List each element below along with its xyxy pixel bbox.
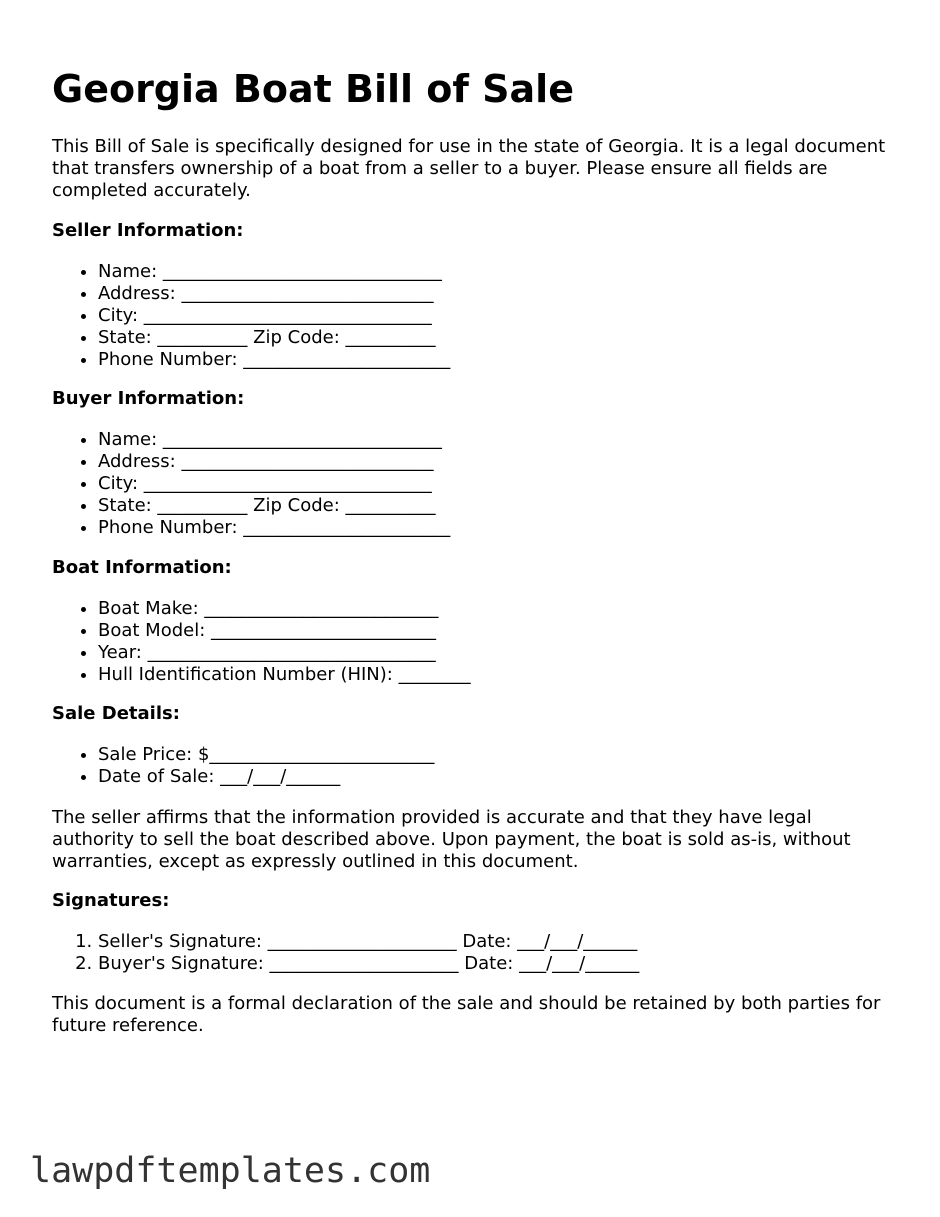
boat-heading: Boat Information:	[52, 557, 232, 578]
buyer-heading: Buyer Information:	[52, 388, 245, 409]
seller-signature-line: 1. Seller's Signature: _____________________ Date: ___/___/______	[98, 931, 639, 953]
signatures-list	[52, 931, 639, 975]
affirmation-paragraph: The seller affirms that the information provided is accurate and that they have legal authority to sell the boat described above. Upon payment, the boat is sold as-is, without warranties, except as expressly outlined in this document.	[52, 807, 851, 872]
seller-heading: Seller Information:	[52, 220, 244, 241]
buyer-address-field: • Address: ____________________________	[98, 451, 450, 473]
signatures-heading: Signatures:	[52, 890, 170, 911]
page-title: Georgia Boat Bill of Sale	[52, 67, 574, 111]
boat-hin-field: • Hull Identification Number (HIN): ________	[98, 664, 471, 686]
sale-date-field: • Date of Sale: ___/___/______	[98, 766, 434, 788]
buyer-city-field: • City: ________________________________	[98, 473, 450, 495]
seller-address-field: • Address: ____________________________	[98, 283, 450, 305]
closing-paragraph: This document is a formal declaration of the sale and should be retained by both parties for future reference.	[52, 993, 881, 1036]
buyer-signature-line: 2. Buyer's Signature: _____________________ Date: ___/___/______	[98, 953, 639, 975]
sale-price-field: • Sale Price: $_________________________	[98, 744, 434, 766]
seller-phone-field: • Phone Number: _______________________	[98, 349, 450, 371]
seller-list	[52, 261, 450, 371]
seller-name-field: • Name: _______________________________	[98, 261, 450, 283]
buyer-phone-field: • Phone Number: _______________________	[98, 517, 450, 539]
buyer-name-field: • Name: _______________________________	[98, 429, 450, 451]
sale-list	[52, 744, 434, 788]
sale-heading: Sale Details:	[52, 703, 180, 724]
boat-list	[52, 598, 471, 686]
intro-paragraph: This Bill of Sale is specifically designed for use in the state of Georgia. It is a legal document that transfers ownership of a boat from a seller to a buyer. Please ensure all fields are completed accurately.	[52, 136, 886, 201]
boat-year-field: • Year: ________________________________	[98, 642, 471, 664]
footer-watermark: lawpdftemplates.com	[30, 1151, 431, 1191]
buyer-list	[52, 429, 450, 539]
seller-city-field: • City: ________________________________	[98, 305, 450, 327]
boat-make-field: • Boat Make: __________________________	[98, 598, 471, 620]
seller-state-zip-field: • State: __________ Zip Code: __________	[98, 327, 450, 349]
buyer-state-zip-field: • State: __________ Zip Code: __________	[98, 495, 450, 517]
boat-model-field: • Boat Model: _________________________	[98, 620, 471, 642]
